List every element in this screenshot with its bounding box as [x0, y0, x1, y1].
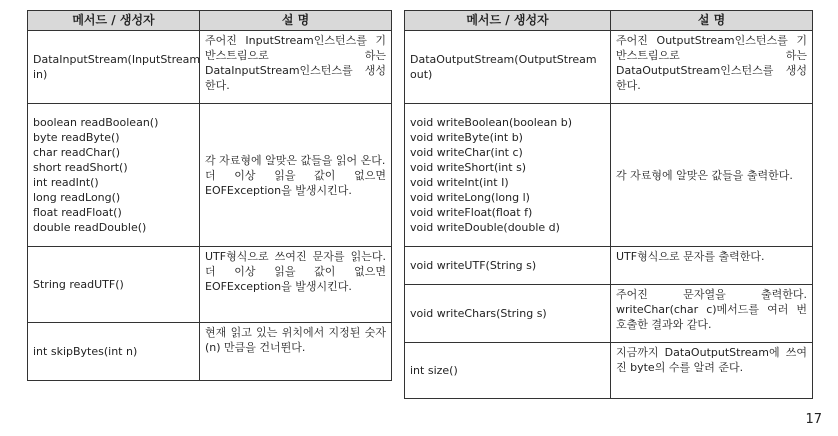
method-text: boolean readBoolean() [33, 116, 159, 129]
description-cell: 주어진 문자열을 출력한다. writeChar(char c)메서드를 여러 번 호출한 결과와 같다. [611, 285, 813, 343]
dataoutputstream-methods-table [404, 10, 813, 399]
method-cell [28, 247, 200, 323]
method-cell [405, 285, 611, 343]
method-text: void writeInt(int I) [410, 176, 509, 189]
method-text: int skipBytes(int n) [33, 345, 138, 358]
table-row [405, 104, 813, 247]
table-header-row [405, 11, 813, 31]
method-text: void writeShort(int s) [410, 161, 527, 174]
method-text: short readShort() [33, 161, 128, 174]
method-text: void writeChar(int c) [410, 146, 523, 159]
method-text: String readUTF() [33, 278, 124, 291]
table-row [28, 31, 392, 104]
method-text: void writeBoolean(boolean b) [410, 116, 573, 129]
method-text: void writeFloat(float f) [410, 206, 533, 219]
method-cell [405, 31, 611, 104]
description-cell: 주어진 OutputStream인스턴스를 기반스트림으로 하는 DataOutputStream인스턴스를 생성한다. [611, 31, 813, 104]
method-text: int size() [410, 364, 458, 377]
description-cell: UTF형식으로 문자를 출력한다. [611, 247, 813, 285]
table-row [405, 247, 813, 285]
method-column-header: 메서드 / 생성자 [28, 11, 200, 31]
method-text: void writeByte(int b) [410, 131, 523, 144]
description-column-header: 설 명 [611, 11, 813, 31]
method-text: byte readByte() [33, 131, 120, 144]
method-cell [28, 31, 200, 104]
method-text: long readLong() [33, 191, 121, 204]
method-text: char readChar() [33, 146, 121, 159]
method-text: double readDouble() [33, 221, 147, 234]
page-number: 17 [805, 412, 822, 427]
table-header-row [28, 11, 392, 31]
method-column-header: 메서드 / 생성자 [405, 11, 611, 31]
method-text: void writeChars(String s) [410, 307, 547, 320]
method-text: DataOutputStream(OutputStream out) [410, 53, 597, 81]
description-cell: 각 자료형에 알맞은 값들을 읽어 온다. 더 이상 읽을 값이 없으면 EOFException을 발생시킨다. [200, 104, 392, 247]
method-cell [405, 247, 611, 285]
description-cell: 각 자료형에 알맞은 값들을 출력한다. [611, 104, 813, 247]
method-text: int readInt() [33, 176, 99, 189]
description-cell: 주어진 InputStream인스턴스를 기반스트림으로 하는 DataInputStream인스턴스를 생성한다. [200, 31, 392, 104]
method-text: DataInputStream(InputStream in) [33, 53, 201, 81]
method-text: void writeDouble(double d) [410, 221, 560, 234]
method-text: void writeLong(long l) [410, 191, 530, 204]
description-cell: 현재 읽고 있는 위치에서 지정된 숫자(n) 만큼을 건너뛴다. [200, 323, 392, 381]
method-text: float readFloat() [33, 206, 122, 219]
method-cell [28, 323, 200, 381]
table-row [28, 247, 392, 323]
method-cell [28, 104, 200, 247]
description-cell: UTF형식으로 쓰여진 문자를 읽는다. 더 이상 읽을 값이 없으면 EOFException을 발생시킨다. [200, 247, 392, 323]
description-cell: 지금까지 DataOutputStream에 쓰여진 byte의 수를 알려 준다. [611, 343, 813, 399]
datainputstream-methods-table [27, 10, 392, 381]
table-row [405, 285, 813, 343]
table-row [405, 343, 813, 399]
table-row [405, 31, 813, 104]
table-row [28, 104, 392, 247]
method-cell [405, 343, 611, 399]
method-text: void writeUTF(String s) [410, 259, 537, 272]
table-row [28, 323, 392, 381]
description-column-header: 설 명 [200, 11, 392, 31]
method-cell [405, 104, 611, 247]
